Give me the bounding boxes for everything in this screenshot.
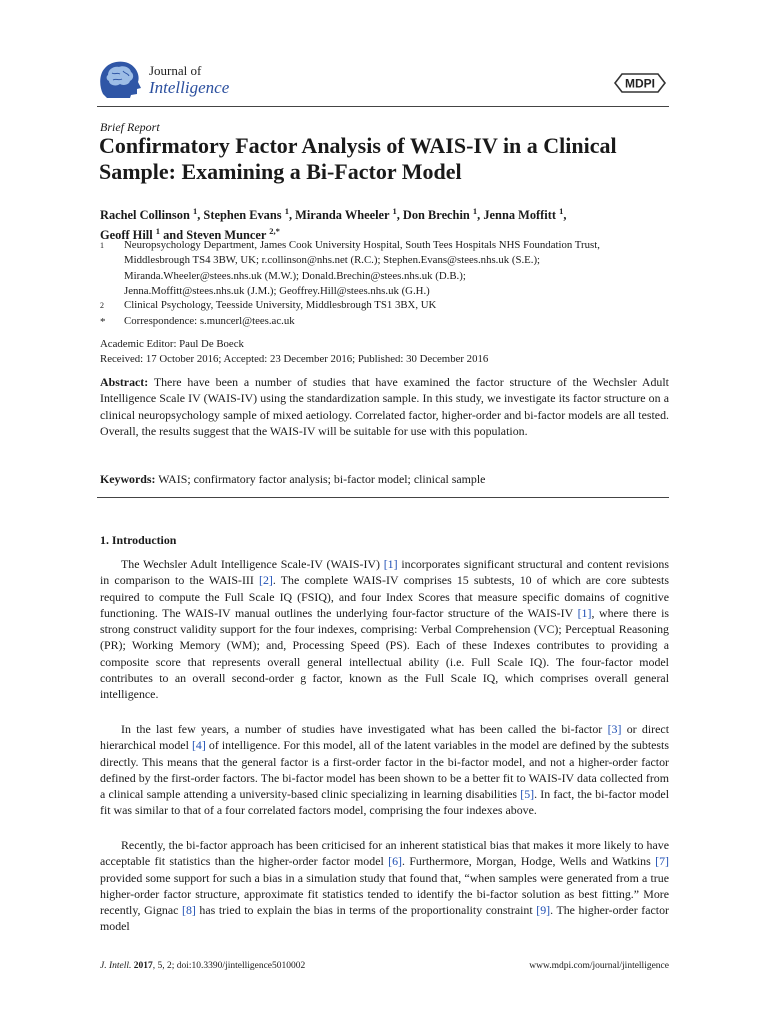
affiliation-line: Miranda.Wheeler@stees.nhs.uk (M.W.); Donald.Brechin@stees.nhs.uk (D.B.);	[124, 269, 466, 282]
article-meta	[100, 337, 488, 367]
affiliation-text	[124, 314, 684, 329]
body-text: incorporates significant structural and content revisions in comparison to the WAIS-III	[100, 557, 669, 588]
body-paragraph-2	[100, 721, 669, 819]
body-text: has tried to explain the bias in terms of the proportionality constraint	[195, 903, 537, 917]
body-text: provided some support for such a bias in a simulation study that found that, “when samples were generated from a true higher-order factor structure, approximate fit statistics tended to identify the bi-factor solution as best fitting.” More recently, Gignac	[100, 870, 669, 917]
body-text: The Wechsler Adult Intelligence Scale-IV (WAIS-IV)	[121, 557, 384, 571]
author-affiliation-mark: 1	[392, 206, 397, 216]
citation-year: 2017	[133, 961, 153, 971]
journal-url[interactable]: www.mdpi.com/journal/jintelligence	[529, 961, 669, 971]
body-paragraph-1	[100, 556, 669, 702]
author-separator: ,	[288, 208, 296, 223]
body-text: Recently, the bi-factor approach has been criticised for an inherent statistical bias that makes it more likely to have acceptable fit statistics than the higher-order factor model	[100, 838, 669, 869]
citation-link[interactable]: [5]	[520, 787, 535, 801]
affiliation-mark: 2	[100, 301, 104, 310]
citation-link[interactable]: [6]	[388, 854, 402, 869]
abstract-text: There have been a number of studies that have examined the factor structure of the Wechsler Adult Intelligence Scale IV (WAIS-IV) using the standardization sample. In this study, we investigate its factor structure on a clinical neuropsychology sample of mixed aetiology. Correlated factor, higher-order and bi-factor models are all tested. Overall, the results suggest that the WAIS-IV will be suitable for use with this population.	[100, 375, 669, 438]
author-name: Miranda Wheeler	[295, 208, 390, 223]
header-divider	[97, 106, 669, 107]
author-name: Geoff Hill	[100, 228, 153, 243]
article-type: Brief Report	[100, 120, 160, 134]
affiliation-line: Jenna.Moffitt@stees.nhs.uk (J.M.); Geoffrey.Hill@stees.nhs.uk (G.H.)	[124, 285, 430, 298]
citation-link[interactable]: [4]	[191, 738, 206, 753]
body-text: . The complete WAIS-IV comprises 15 subtests, 10 of which are core subtests required to compute the Full Scale IQ (FSIQ), and four Index Scores that measure specific domains of cognitive functioning. The WAIS-IV manual outlines the underlying four-factor structure of the WAIS-IV	[100, 573, 669, 620]
citation-link[interactable]: [9]	[536, 903, 551, 917]
section-heading: 1. Introduction	[100, 533, 177, 547]
mdpi-logo-text: MDPI	[625, 76, 655, 91]
affiliation-line: Clinical Psychology, Teesside University, Middlesbrough TS1 3BX, UK	[124, 299, 437, 311]
body-text: , where there is strong construct validity support for the four indexes, comprising: Verbal Comprehension (VC); Perceptual Reasoning (PR); Working Memory (WM); and, Processing Speed (PS). Each of these Indexes contributes to providing a composite score that represents overall general intellectual ability (i.e. Full Scale IQ). The four-factor model contributes to an overall second-order g factor, known as the Full Scale IQ, which comprises overall general intelligence.	[100, 605, 669, 701]
body-text: . Furthermore, Morgan, Hodge, Wells and Watkins	[402, 854, 656, 869]
body-text: of intelligence. For this model, all of the latent variables in the model are defined by the subtests directly. This means that the general factor is a first-order factor in the bi-factor model, and not a higher-order factor defined by the first-order factors. The bi-factor model has been shown to be a better fit to WAIS-IV data collected from a clinical sample attending a university-based clinic specializing in learning disabilities	[100, 738, 669, 801]
journal-of-label: Journal of	[149, 63, 202, 78]
citation-link[interactable]: [7]	[655, 854, 669, 869]
keywords	[100, 471, 669, 487]
body-text: or direct hierarchical model	[100, 722, 670, 753]
author-affiliation-mark: 1	[192, 206, 198, 216]
affiliation-line: Correspondence: s.muncerl@tees.ac.uk	[124, 315, 295, 327]
author-name: Jenna Moffitt	[483, 208, 556, 223]
keywords-label: Keywords:	[100, 472, 156, 486]
abstract	[100, 374, 669, 439]
footer-citation	[100, 961, 305, 971]
citation-link[interactable]: [1]	[383, 557, 398, 571]
author-affiliation-mark: 1	[155, 226, 161, 237]
affiliation-mark: 1	[100, 241, 104, 250]
affiliation-text	[124, 298, 684, 313]
affiliation-line: Middlesbrough TS4 3BW, UK; r.collinson@nhs.net (R.C.); Stephen.Evans@stees.nhs.uk (S.E.);	[124, 254, 541, 267]
author-separator: and	[160, 228, 187, 243]
brain-head-icon	[97, 58, 142, 98]
affiliation-text	[124, 238, 684, 300]
author-name: Rachel Collinson	[100, 208, 190, 223]
article-title: Confirmatory Factor Analysis of WAIS-IV in a Clinical Sample: Examining a Bi-Factor Model	[99, 133, 617, 184]
citation-rest: , 5, 2; doi:10.3390/jintelligence5010002	[152, 961, 306, 971]
author-affiliation-mark: 1	[472, 206, 478, 216]
body-text: In the last few years, a number of studies have investigated what has been called the bi-factor	[121, 722, 608, 736]
abstract-label: Abstract:	[100, 375, 149, 389]
journal-name: Intelligence	[149, 78, 230, 97]
journal-abbrev: J. Intell.	[100, 961, 132, 971]
citation-link[interactable]: [8]	[181, 903, 196, 917]
author-separator: ,	[477, 208, 484, 223]
author-name: Steven Muncer	[186, 228, 267, 243]
author-separator: ,	[197, 208, 204, 223]
author-affiliation-mark: 1	[559, 206, 564, 216]
author-separator: ,	[396, 208, 403, 223]
author-affiliation-mark: 2,*	[269, 226, 280, 237]
author-name: Stephen Evans	[203, 208, 282, 223]
author-name: Don Brechin	[402, 208, 470, 223]
academic-editor: Academic Editor: Paul De Boeck	[100, 338, 244, 350]
keywords-text: WAIS; confirmatory factor analysis; bi-factor model; clinical sample	[158, 472, 486, 486]
article-dates: Received: 17 October 2016; Accepted: 23 December 2016; Published: 30 December 2016	[100, 353, 489, 365]
citation-link[interactable]: [1]	[577, 605, 592, 620]
affiliation-mark: *	[100, 316, 106, 328]
body-paragraph-3	[100, 837, 669, 935]
keywords-divider	[97, 497, 669, 498]
author-separator: ,	[563, 208, 567, 223]
citation-link[interactable]: [2]	[259, 573, 273, 588]
affiliation-line: Neuropsychology Department, James Cook University Hospital, South Tees Hospitals NHS Foundation Trust,	[124, 239, 600, 251]
author-affiliation-mark: 1	[284, 206, 289, 216]
body-text: . In fact, the bi-factor model fit was similar to that of a four correlated factors model, comprising the four indexes above.	[100, 787, 669, 818]
body-text: . The higher-order factor model	[100, 903, 669, 934]
citation-link[interactable]: [3]	[607, 722, 622, 736]
mdpi-logo-icon	[612, 71, 668, 95]
